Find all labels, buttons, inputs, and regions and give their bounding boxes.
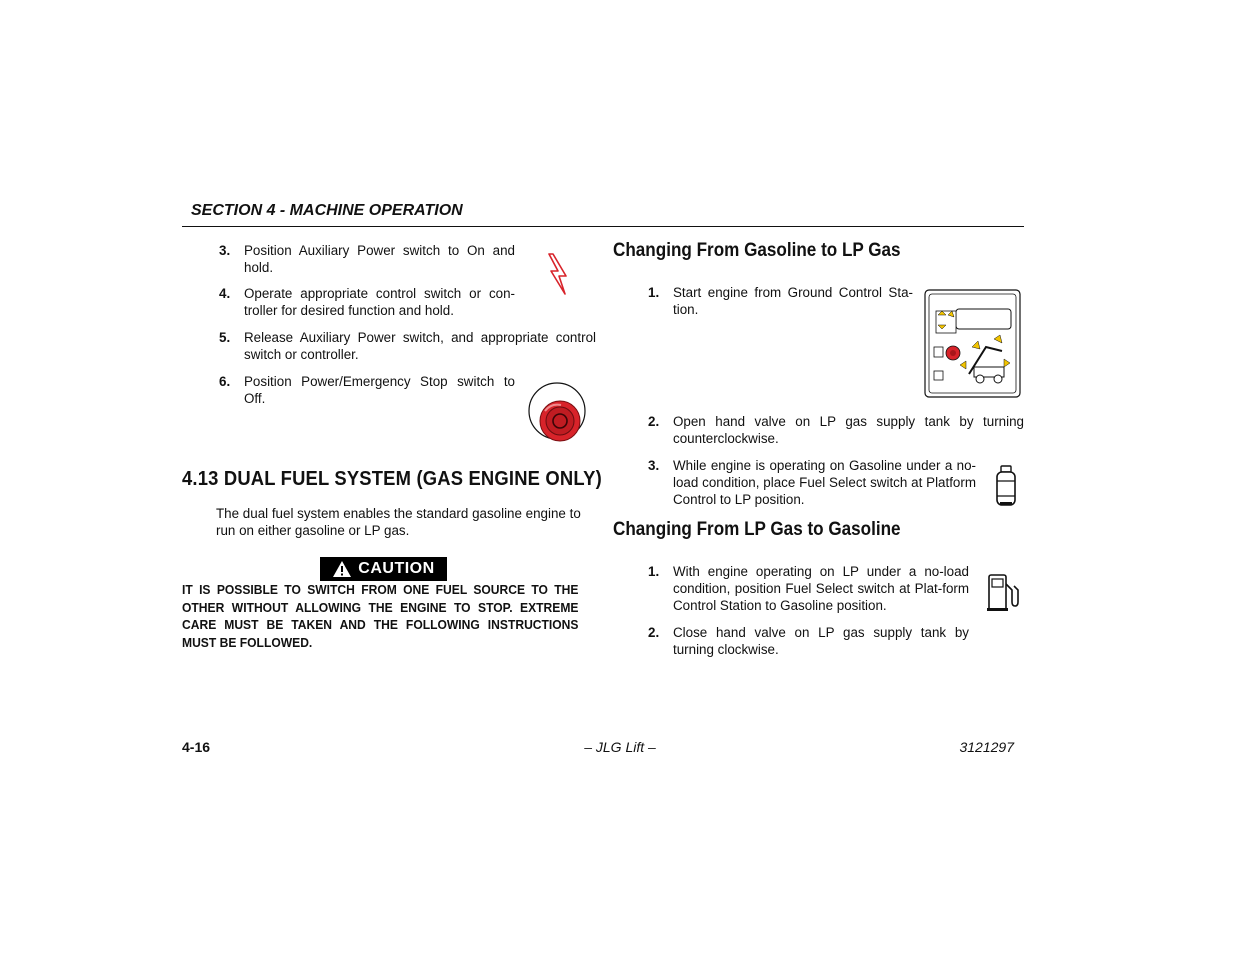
ground-control-panel-icon [924,289,1021,398]
caution-label: CAUTION [358,560,435,577]
emergency-stop-button-icon [527,381,587,443]
header-rule [182,226,1024,227]
dual-fuel-heading: 4.13 DUAL FUEL SYSTEM (GAS ENGINE ONLY) [182,468,602,490]
caution-badge [320,557,447,581]
lp-to-gas-heading: Changing From LP Gas to Gasoline [613,519,901,540]
fuel-pump-icon [985,572,1021,612]
lp-tank-icon [994,464,1018,508]
warning-triangle-icon [332,560,352,578]
page-number: 4-16 [182,739,211,755]
gas-to-lp-heading: Changing From Gasoline to LP Gas [613,240,901,261]
section-title: SECTION 4 - MACHINE OPERATION [191,202,463,219]
doc-number: 3121297 [959,739,1014,755]
caution-text: IT IS POSSIBLE TO SWITCH FROM ONE FUEL SOURCE TO THE OTHER WITHOUT ALLOWING THE ENGINE TO STOP. EXTREME CARE MUST BE TAKEN AND THE FOLLOWING INSTRUCTIONS MUST BE FOLLOWED. [182,583,579,650]
lightning-bolt-icon [546,252,572,296]
dual-fuel-intro: The dual fuel system enables the standard gasoline engine to run on either gasoline or LP gas. [216,506,581,538]
footer-center: – JLG Lift – [584,739,656,755]
